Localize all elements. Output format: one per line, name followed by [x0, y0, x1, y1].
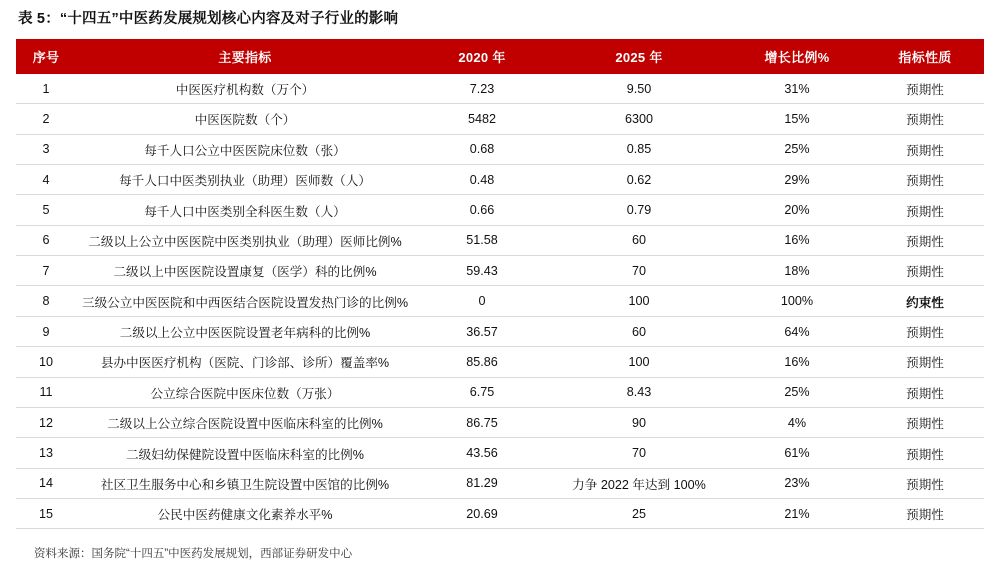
cell-2020: 20.69: [414, 499, 550, 529]
cell-growth: 16%: [728, 225, 866, 255]
cell-2020: 43.56: [414, 438, 550, 468]
cell-type: 预期性: [866, 225, 984, 255]
cell-2020: 7.23: [414, 74, 550, 104]
cell-2020: 81.29: [414, 468, 550, 498]
cell-growth: 64%: [728, 316, 866, 346]
cell-name: 二级以上公立中医医院中医类别执业（助理）医师比例%: [76, 225, 414, 255]
cell-growth: 29%: [728, 164, 866, 194]
cell-index: 11: [16, 377, 76, 407]
cell-index: 8: [16, 286, 76, 316]
cell-growth: 25%: [728, 377, 866, 407]
cell-index: 5: [16, 195, 76, 225]
column-header-2020: 2020 年: [414, 39, 550, 74]
cell-2025: 70: [550, 256, 728, 286]
cell-growth: 25%: [728, 134, 866, 164]
cell-index: 12: [16, 407, 76, 437]
cell-type: 预期性: [866, 316, 984, 346]
column-header-growth: 增长比例%: [728, 39, 866, 74]
cell-type: 预期性: [866, 347, 984, 377]
cell-type: 预期性: [866, 438, 984, 468]
cell-growth: 18%: [728, 256, 866, 286]
cell-2020: 85.86: [414, 347, 550, 377]
cell-2025: 60: [550, 316, 728, 346]
cell-index: 7: [16, 256, 76, 286]
cell-growth: 4%: [728, 407, 866, 437]
table-row: [16, 286, 984, 316]
cell-2025: 60: [550, 225, 728, 255]
table-row: [16, 468, 984, 498]
cell-name: 二级妇幼保健院设置中医临床科室的比例%: [76, 438, 414, 468]
table-row: [16, 74, 984, 104]
cell-2020: 6.75: [414, 377, 550, 407]
cell-index: 4: [16, 164, 76, 194]
cell-type: 预期性: [866, 164, 984, 194]
cell-index: 1: [16, 74, 76, 104]
cell-2025: 0.62: [550, 164, 728, 194]
cell-type: 预期性: [866, 104, 984, 134]
table-row: [16, 164, 984, 194]
table-row: [16, 499, 984, 529]
cell-index: 9: [16, 316, 76, 346]
cell-2020: 51.58: [414, 225, 550, 255]
cell-2020: 36.57: [414, 316, 550, 346]
table-title: 表 5：“十四五”中医药发展规划核心内容及对子行业的影响: [18, 11, 399, 27]
cell-type: 预期性: [866, 134, 984, 164]
cell-type: 预期性: [866, 195, 984, 225]
table-row: [16, 256, 984, 286]
cell-growth: 21%: [728, 499, 866, 529]
indicators-table: [16, 39, 984, 530]
cell-growth: 15%: [728, 104, 866, 134]
table-row: [16, 195, 984, 225]
cell-name: 二级以上中医医院设置康复（医学）科的比例%: [76, 256, 414, 286]
cell-type: 预期性: [866, 407, 984, 437]
cell-type: 约束性: [866, 286, 984, 316]
column-header-index: 序号: [16, 39, 76, 74]
cell-growth: 20%: [728, 195, 866, 225]
cell-2025: 0.85: [550, 134, 728, 164]
table-header: [16, 39, 984, 74]
cell-name: 县办中医医疗机构（医院、门诊部、诊所）覆盖率%: [76, 347, 414, 377]
cell-growth: 23%: [728, 468, 866, 498]
cell-name: 二级以上公立综合医院设置中医临床科室的比例%: [76, 407, 414, 437]
table-row: [16, 104, 984, 134]
cell-2020: 0.66: [414, 195, 550, 225]
cell-2020: 86.75: [414, 407, 550, 437]
cell-2025: 8.43: [550, 377, 728, 407]
cell-name: 社区卫生服务中心和乡镇卫生院设置中医馆的比例%: [76, 468, 414, 498]
cell-2025: 90: [550, 407, 728, 437]
cell-name: 每千人口中医类别全科医生数（人）: [76, 195, 414, 225]
cell-2020: 5482: [414, 104, 550, 134]
cell-2020: 0.48: [414, 164, 550, 194]
cell-index: 10: [16, 347, 76, 377]
cell-growth: 31%: [728, 74, 866, 104]
cell-index: 15: [16, 499, 76, 529]
cell-2025: 力争 2022 年达到 100%: [550, 468, 728, 498]
cell-index: 3: [16, 134, 76, 164]
cell-name: 三级公立中医医院和中西医结合医院设置发热门诊的比例%: [76, 286, 414, 316]
table-row: [16, 377, 984, 407]
cell-name: 中医医疗机构数（万个）: [76, 74, 414, 104]
cell-name: 中医医院数（个）: [76, 104, 414, 134]
table-row: [16, 438, 984, 468]
column-header-name: 主要指标: [76, 39, 414, 74]
table-body: [16, 74, 984, 529]
table-row: [16, 407, 984, 437]
cell-index: 6: [16, 225, 76, 255]
cell-2020: 0.68: [414, 134, 550, 164]
cell-growth: 16%: [728, 347, 866, 377]
cell-type: 预期性: [866, 468, 984, 498]
cell-name: 公民中医药健康文化素养水平%: [76, 499, 414, 529]
cell-name: 每千人口公立中医医院床位数（张）: [76, 134, 414, 164]
cell-type: 预期性: [866, 377, 984, 407]
cell-type: 预期性: [866, 256, 984, 286]
cell-2020: 0: [414, 286, 550, 316]
table-row: [16, 225, 984, 255]
cell-2025: 100: [550, 286, 728, 316]
cell-growth: 100%: [728, 286, 866, 316]
cell-growth: 61%: [728, 438, 866, 468]
cell-2025: 9.50: [550, 74, 728, 104]
cell-2025: 25: [550, 499, 728, 529]
cell-index: 14: [16, 468, 76, 498]
cell-name: 每千人口中医类别执业（助理）医师数（人）: [76, 164, 414, 194]
cell-name: 二级以上公立中医医院设置老年病科的比例%: [76, 316, 414, 346]
cell-2025: 0.79: [550, 195, 728, 225]
cell-name: 公立综合医院中医床位数（万张）: [76, 377, 414, 407]
table-header-row: [16, 39, 984, 74]
column-header-2025: 2025 年: [550, 39, 728, 74]
source-note: 资料来源：国务院“十四五”中医药发展规划，西部证券研发中心: [34, 548, 353, 561]
table-row: [16, 347, 984, 377]
table-row: [16, 134, 984, 164]
cell-2025: 100: [550, 347, 728, 377]
cell-2025: 70: [550, 438, 728, 468]
cell-index: 13: [16, 438, 76, 468]
cell-type: 预期性: [866, 499, 984, 529]
table-row: [16, 316, 984, 346]
cell-type: 预期性: [866, 74, 984, 104]
cell-index: 2: [16, 104, 76, 134]
column-header-type: 指标性质: [866, 39, 984, 74]
cell-2020: 59.43: [414, 256, 550, 286]
cell-2025: 6300: [550, 104, 728, 134]
